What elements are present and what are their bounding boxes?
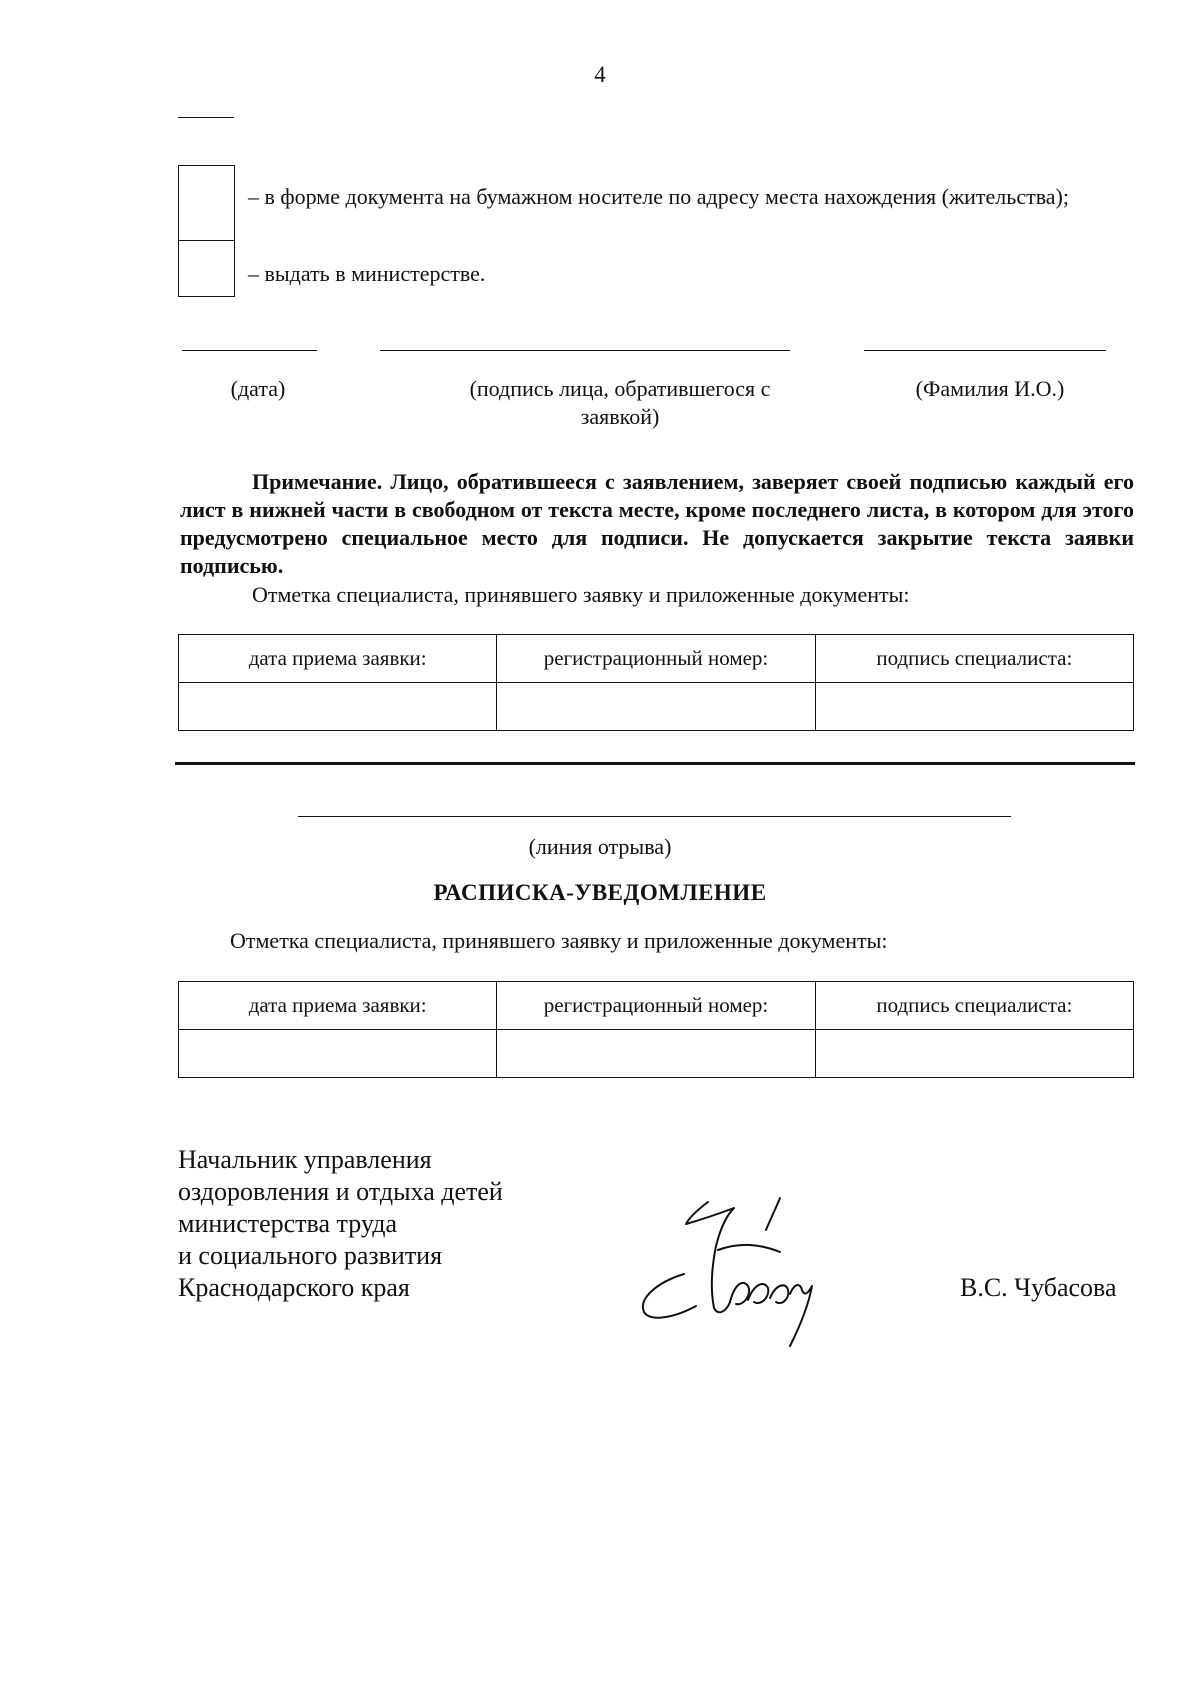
header-specialist-signature: подпись специалиста:	[815, 635, 1133, 683]
table-row	[179, 683, 1134, 731]
cell-registration-number[interactable]	[497, 683, 815, 731]
signer-position-line: министерства труда	[178, 1209, 397, 1238]
ministry-pickup-option-label: – выдать в министерстве.	[248, 261, 486, 286]
cell-specialist-signature[interactable]	[815, 1030, 1133, 1078]
paper-delivery-option-label: – в форме документа на бумажном носителе по адресу места нахождения (жительства);	[248, 184, 1069, 209]
cell-specialist-signature[interactable]	[815, 683, 1133, 731]
header-registration-number: регистрационный номер:	[497, 982, 815, 1030]
section-divider	[175, 762, 1135, 765]
signature-caption: (подпись лица, обратившегося с заявкой)	[469, 376, 771, 429]
header-registration-number: регистрационный номер:	[497, 635, 815, 683]
short-dash-divider	[178, 117, 234, 118]
signer-position-line: оздоровления и отдыха детей	[178, 1177, 503, 1206]
ministry-pickup-checkbox[interactable]	[178, 240, 235, 297]
table-header-row	[179, 635, 1134, 683]
signer-name: В.С. Чубасова	[960, 1273, 1117, 1302]
header-specialist-signature: подпись специалиста:	[815, 982, 1133, 1030]
date-caption: (дата)	[230, 376, 286, 401]
page-number: 4	[594, 62, 606, 87]
receipt-registration-table	[178, 981, 1134, 1078]
date-line	[182, 350, 317, 351]
signer-position-line: Краснодарского края	[178, 1273, 410, 1302]
table-header-row	[179, 982, 1134, 1030]
applicant-name-line	[864, 350, 1106, 351]
handwritten-signature	[630, 1190, 845, 1350]
header-date-received: дата приема заявки:	[179, 982, 497, 1030]
note-paragraph: Примечание. Лицо, обратившееся с заявлением, заверяет своей подписью каждый его лист в нижней части в свободном от текста месте, кроме последнего листа, в котором для этого предусмотрено специальное место для подписи. Не допускается закрытие текста заявки подписью.	[180, 469, 1134, 578]
header-date-received: дата приема заявки:	[179, 635, 497, 683]
applicant-signature-line	[380, 350, 790, 351]
registration-table	[178, 634, 1134, 731]
receipt-title: РАСПИСКА-УВЕДОМЛЕНИЕ	[433, 880, 767, 905]
signer-position-block	[178, 1144, 503, 1304]
receipt-specialist-mark-label: Отметка специалиста, принявшего заявку и приложенные документы:	[230, 928, 888, 953]
cell-date-received[interactable]	[179, 1030, 497, 1078]
tear-off-line	[298, 816, 1011, 817]
paper-delivery-checkbox[interactable]	[178, 165, 235, 241]
table-row	[179, 1030, 1134, 1078]
cell-date-received[interactable]	[179, 683, 497, 731]
signer-position-line: и социального развития	[178, 1241, 443, 1270]
cell-registration-number[interactable]	[497, 1030, 815, 1078]
specialist-mark-label: Отметка специалиста, принявшего заявку и приложенные документы:	[252, 582, 910, 607]
name-caption: (Фамилия И.О.)	[915, 376, 1065, 401]
signer-position-line: Начальник управления	[178, 1145, 432, 1174]
tear-off-caption: (линия отрыва)	[528, 834, 672, 859]
